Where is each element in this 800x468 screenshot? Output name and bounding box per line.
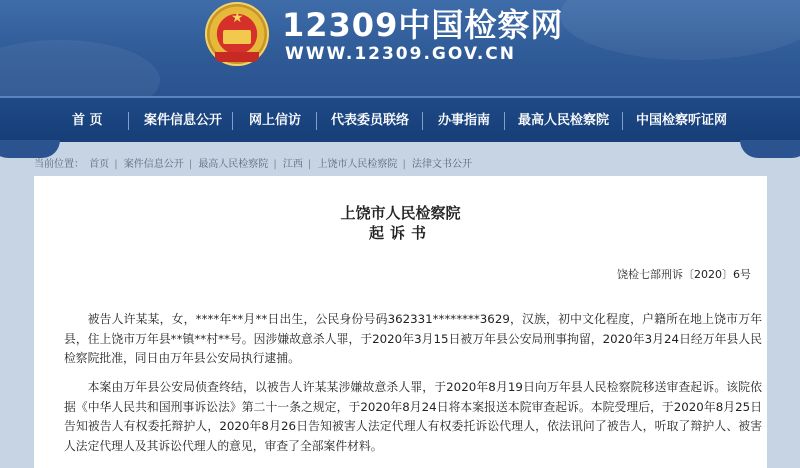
breadcrumb: [34, 157, 474, 173]
breadcrumb-item[interactable]: 江西: [282, 159, 303, 170]
nav-item-home[interactable]: 首 页: [72, 113, 103, 128]
breadcrumb-separator: |: [114, 159, 118, 170]
nav-item-representative[interactable]: 代表委员联络: [331, 113, 410, 128]
breadcrumb-item[interactable]: 法律文书公开: [412, 159, 472, 170]
breadcrumb-item[interactable]: 上饶市人民检察院: [317, 159, 398, 170]
site-title[interactable]: 12309中国检察网: [282, 6, 564, 44]
nav-item-hearing[interactable]: 中国检察听证网: [636, 113, 728, 128]
nav-item-supreme-procuratorate[interactable]: 最高人民检察院: [518, 113, 610, 128]
site-url[interactable]: WWW.12309.GOV.CN: [285, 44, 517, 64]
nav-divider: [316, 112, 317, 130]
breadcrumb-prefix: 当前位置：: [34, 159, 84, 170]
nav-divider: [232, 112, 233, 130]
document-panel: [34, 176, 767, 468]
document-organization: 上饶市人民检察院: [340, 204, 461, 222]
cloud-pattern: [560, 0, 800, 60]
breadcrumb-separator: |: [273, 159, 277, 170]
document-paragraph: 被告人许某某，女，****年**月**日出生，公民身份号码362331********3629，汉族，初中文化程度，户籍所在地上饶市万年县，住上饶市万年县**镇**村**号。因涉嫌故意杀人罪，于2020年3月15日被万年县公安局刑事拘留，2020年3月24日经万年县人民检察院批准，同日由万年县公安局执行逮捕。: [64, 312, 762, 365]
breadcrumb-separator: |: [402, 159, 406, 170]
nav-divider: [504, 112, 505, 130]
national-emblem-icon: ★: [205, 2, 269, 66]
document-paragraph: 本案由万年县公安局侦查终结，以被告人许某某涉嫌故意杀人罪，于2020年8月19日向万年县人民检察院移送审查起诉。该院依据《中华人民共和国刑事诉讼法》第二十一条之规定，于2020年8月24日将本案报送本院审查起诉。本院受理后，于2020年8月25日告知被告人有权委托辩护人，2020年8月26日告知被害人法定代理人有权委托诉讼代理人，依法讯问了被告人，听取了辩护人、被害人法定代理人及其诉讼代理人的意见，审查了全部案件材料。: [64, 380, 762, 453]
nav-item-petition[interactable]: 网上信访: [249, 113, 302, 128]
breadcrumb-separator: |: [188, 159, 193, 170]
breadcrumb-separator: |: [307, 159, 312, 170]
document-title: 起诉书: [368, 224, 432, 242]
nav-divider: [622, 112, 623, 130]
nav-divider: [128, 112, 129, 130]
breadcrumb-item[interactable]: 案件信息公开: [123, 159, 184, 170]
document-number: 饶检七部刑诉〔2020〕6号: [617, 268, 751, 281]
breadcrumb-item[interactable]: 首页: [89, 159, 110, 170]
site-header: [0, 0, 800, 96]
roof-eave-decoration: [0, 140, 60, 158]
nav-divider: [422, 112, 423, 130]
nav-item-case-info[interactable]: 案件信息公开: [144, 113, 223, 128]
cloud-pattern: [0, 40, 160, 96]
roof-eave-decoration: [740, 140, 800, 158]
nav-item-guide[interactable]: 办事指南: [438, 113, 491, 128]
breadcrumb-item[interactable]: 最高人民检察院: [198, 159, 269, 170]
main-nav: [0, 96, 800, 142]
